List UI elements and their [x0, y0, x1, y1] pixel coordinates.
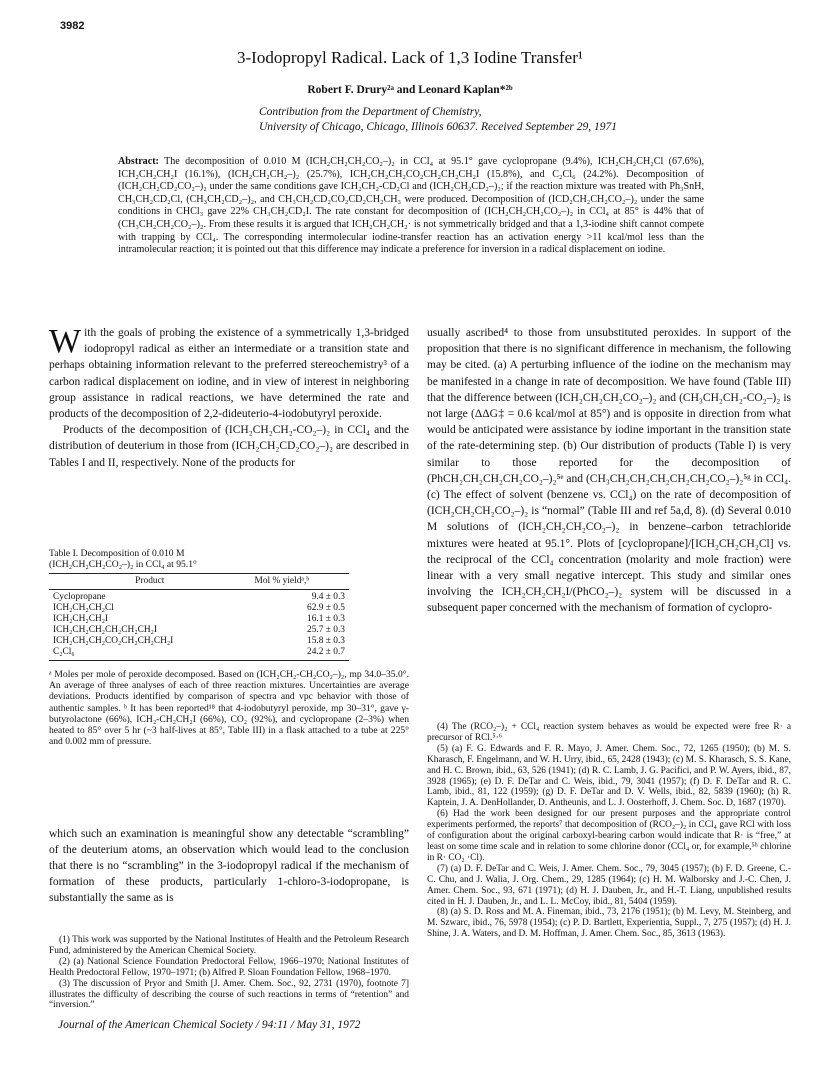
table-cell-yield: 62.9 ± 0.5: [307, 603, 345, 613]
left-footnotes: [49, 935, 409, 1011]
table-row: [49, 614, 349, 625]
footnote: (5) (a) F. G. Edwards and F. R. Mayo, J. Amer. Chem. Soc., 72, 1265 (1950); (b) M. S. Kharasch, F. Engelmann, and W. H. Urry, ibid., 65, 2428 (1943); (c) M. S. Kharasch, S. S. Kane, and H. C. Brown, ibid., 63, 526 (1941); (d) R. C. Lamb, J. G. Pacifici, and P. W. Ayers, ibid., 87, 3928 (1965); (e) D. F. DeTar and C. Weis, ibid., 79, 3041 (1957); (f) D. F. DeTar and R. C. Lamb, ibid., 81, 122 (1959); (g) D. F. DeTar and D. V. Wells, ibid., 82, 5839 (1960); (h) R. Kaptein, J. A. DenHollander, D. Antheunis, and L. J. Oosterhoff, J. Chem. Soc. D, 1687 (1970).: [427, 743, 791, 809]
table-cell-product: Cyclopropane: [53, 592, 106, 602]
footnote: (4) The (RCO₂–)₂ + CCl₄ reaction system behaves as would be expected were free R· a precursor of RCl.⁵·⁶: [427, 722, 791, 743]
drop-cap: W: [49, 323, 82, 360]
left-paragraph-2: Products of the decomposition of (ICH₂CH₂CH₂-CO₂–)₂ in CCl₄ and the distribution of deuterium in those from (ICH₂CH₂CD₂CO₂–)₂ are described in Tables I and II, respectively. None of the products for: [49, 424, 409, 469]
table-caption-line-2: (ICH₂CH₂CH₂CO₂–)₂ in CCl₄ at 95.1°: [49, 559, 197, 570]
affiliation-line-1: Contribution from the Department of Chemistry,: [259, 106, 482, 118]
table-row: [49, 603, 349, 614]
footnote: (8) (a) S. D. Ross and M. A. Fineman, ibid., 73, 2176 (1951); (b) M. Levy, M. Steinberg, and M. Szwarc, ibid., 76, 5978 (1954); (c) P. D. Bartlett, Experientia, Suppl., 7, 275 (1957); (d) H. J. Shine, J. A. Waters, and D. M. Hoffman, J. Amer. Chem. Soc., 85, 3613 (1963).: [427, 907, 791, 940]
abstract-text: The decomposition of 0.010 M (ICH₂CH₂CH₂CO₂–)₂ in CCl₄ at 95.1° gave cyclopropane (9.4%), ICH₂CH₂CH₂Cl (67.6%), ICH₂CH₂CH₂I (16.1%), (ICH₂CH₂CH₂–)₂ (25.7%), ICH₂CH₂CH₂CO₂CH₂CH₂CH₂I (15.8%), and C₂Cl₆ (24.2%). Decomposition of (ICH₂CH₂CD₂CO₂–)₂ under the same conditions gave ICH₂CH₂-CD₂Cl and (ICH₂CH₂CD₂–)₂; if the reaction mixture was treated with Ph₃SnH, CH₃CH₂CD₂Cl, (CH₃CH₂CD₂–)₂, and CH₃CH₂CD₂CO₂CD₂CH₂CH₃ were produced. Decomposition of (ICD₂CH₂CH₂CO₂–)₂ under the same conditions in CHCl₃ gave 22% CH₃CH₂CD₂I. The rate constant for decomposition of (ICH₂CH₂CH₂CO₂–)₂ in CCl₄ at 85° is 44% that of (CH₃CH₂CH₂CO₂–)₂. From these results it is argued that ICH₂CH₂CH₂· is not symmetrically bridged and that a 1,3-iodine shift cannot compete with trapping by CCl₄. The corresponding intermolecular iodine-transfer reaction has an activation energy >11 kcal/mol less than the intramolecular reaction; it is pointed out that this difference may indicate a preference for inversion in a radical displacement on iodine.: [118, 156, 704, 256]
table-cell-product: ICH₂CH₂CH₂CH₂CH₂CH₂I: [53, 625, 157, 635]
left-paragraph-3: which such an examination is meaningful show any detectable “scrambling” of the deuterium atoms, an observation which would lead to the conclusion that there is no “scrambling” in the 3-iodopropyl radical if the mechanism of formation of these products, particularly 1-chloro-3-iodopropane, is substantially the same as is: [49, 828, 409, 904]
footnote: (3) The discussion of Pryor and Smith [J. Amer. Chem. Soc., 92, 2731 (1970), footnote 7] illustrates the difficulty of describing the course of such reactions in terms of “retention” and “inversion.”: [49, 978, 409, 1011]
footnote: (1) This work was supported by the National Institutes of Health and the Petroleum Research Fund, administered by the American Chemical Society.: [49, 935, 409, 956]
footnote: (2) (a) National Science Foundation Predoctoral Fellow, 1966–1970; National Institutes of Health Predoctoral Fellow, 1970–1971; (b) Alfred P. Sloan Foundation Fellow, 1968–1970.: [49, 956, 409, 978]
table-footnote: ᵃ Moles per mole of peroxide decomposed. Based on (ICH₂CH₂-CH₂CO₂–)₂, mp 34.0–35.0°. An average of three analyses of each of three reaction mixtures. Uncertainties are average deviations. Products identified by comparison of spectra and vpc behavior with those of authentic samples. ᵇ It has been reported¹⁸ that 4-iodobutyryl peroxide, mp 30–31°, gave γ-butyrolactone (66%), ICH₂-CH₂CH₂I (66%), CO₂ (92%), and cyclopropane (2–3%) when heated to 85° over 5 hr (~3 half-lives at 85°, Table III) in a flask attached to a tube at 225° and 0.002 mm of pressure.: [49, 669, 409, 748]
table-cell-yield: 9.4 ± 0.3: [311, 592, 345, 602]
article-title: 3-Iodopropyl Radical. Lack of 1,3 Iodine Transfer¹: [237, 48, 583, 67]
page-number: 3982: [60, 20, 85, 32]
table-cell-yield: 24.2 ± 0.7: [251, 647, 349, 661]
table-row: [49, 636, 349, 647]
table-caption: [49, 548, 349, 570]
affiliation-line-2: University of Chicago, Chicago, Illinois 60637. Received September 29, 1971: [259, 121, 618, 133]
table-header-yield: Mol % yieldᵃ,ᵇ: [251, 574, 349, 590]
right-footnotes: [427, 722, 791, 940]
affiliation: [259, 105, 617, 135]
table-header-product: Product: [49, 574, 251, 590]
table-cell-product: C₂Cl₆: [49, 647, 251, 661]
table-cell-product: ICH₂CH₂CH₂I: [53, 614, 109, 624]
left-paragraph-1: ith the goals of probing the existence of a symmetrically 1,3-bridged iodopropyl radical as either an intermediate or a transition state and perhaps obtaining information relevant to the preferred stereochemistry³ of a carbon radical displacement on iodine, and in view of interest in neighboring group assistance in radical reactions, we have determined the rate and products of the decomposition of 2,2-dideuterio-4-iodobutyryl peroxide.: [49, 327, 409, 421]
abstract: [118, 156, 704, 257]
footnote: (6) Had the work been designed for our present purposes and the appropriate control experiments performed, the reports⁷ that decomposition of (RCO₂–)₂ in CCl₄ gave RCl with loss of configuration about the original carboxyl-bearing carbon would indicate that R· is “free,” at least on some time scale and in relation to some chlorine donor (CCl₄ or, for example,⁵ʰ chlorine in R· CO₂ ·Cl).: [427, 809, 791, 863]
footnote: (7) (a) D. F. DeTar and C. Weis, J. Amer. Chem. Soc., 79, 3045 (1957); (b) F. D. Greene, C.-C. Chu, and J. Walia, J. Org. Chem., 29, 1285 (1964); (c) H. M. Walborsky and J.-C. Chen, J. Amer. Chem. Soc., 93, 671 (1971); (d) H. J. Dauben, Jr., and H.-T. Liang, unpublished results cited in H. J. Dauben, Jr., and L. L. McCoy, ibid., 81, 5404 (1959).: [427, 863, 791, 907]
journal-footer: Journal of the American Chemical Society / 94:11 / May 31, 1972: [58, 1019, 361, 1031]
left-column-top: [49, 325, 409, 471]
table-caption-line-1: Table I. Decomposition of 0.010 M: [49, 548, 185, 559]
table-row: [49, 647, 349, 661]
table-cell-product: ICH₂CH₂CH₂CO₂CH₂CH₂CH₂I: [53, 636, 174, 646]
table-cell-yield: 25.7 ± 0.3: [307, 625, 345, 635]
right-column-text: usually ascribed⁴ to those from unsubstituted peroxides. In support of the proposition that there is no significant difference in mechanism, the following may be cited. (a) A perturbing influence of the iodine on the mechanism may be manifested in a change in rate of decomposition. We have found (Table III) that the difference between (ICH₂CH₂CH₂CO₂–)₂ and (CH₃CH₂CH₂-CO₂–)₂ is not large (ΔΔG‡ = 0.6 kcal/mol at 85°) and is opposite in direction from what would be anticipated were assistance by iodine important in the transition state of the rate-determining step. (b) Our distribution of products (Table I) is very similar to those reported for the decomposition of (PhCH₂CH₂CH₂CH₂CO₂–)₂⁵ᵉ and (CH₃CH₂CH₂CH₂CH₂CH₂CO₂–)₂⁵ᵍ in CCl₄. (c) The effect of solvent (benzene vs. CCl₄) on the rate of decomposition of (ICH₂CH₂CH₂CO₂–)₂ is “normal” (Table III and ref 5a,d, 8). (d) Several 0.010 M solutions of (ICH₂CH₂CH₂CO₂–)₂ in benzene–carbon tetrachloride mixtures were heated at 95.1°. Plots of [cyclopropane]/[ICH₂CH₂CH₂Cl] vs. the reciprocal of the CCl₄ concentration (molarity and mole fraction) were linear with a very small negative intercept. This study and similar ones involving the ICH₂CH₂CH₂I/(PhCO₂–)₂ system will be discussed in a subsequent paper concerned with the mechanism of formation of cyclopro-: [427, 327, 791, 615]
table-row: [49, 625, 349, 636]
table-cell-product: ICH₂CH₂CH₂Cl: [53, 603, 114, 613]
table-row: [49, 590, 349, 604]
table-cell-yield: 16.1 ± 0.3: [307, 614, 345, 624]
table-1: [49, 573, 349, 661]
authors: Robert F. Drury²ᵃ and Leonard Kaplan*²ᵇ: [307, 84, 513, 96]
table-cell-yield: 15.8 ± 0.3: [307, 636, 345, 646]
abstract-label: Abstract:: [118, 156, 159, 167]
